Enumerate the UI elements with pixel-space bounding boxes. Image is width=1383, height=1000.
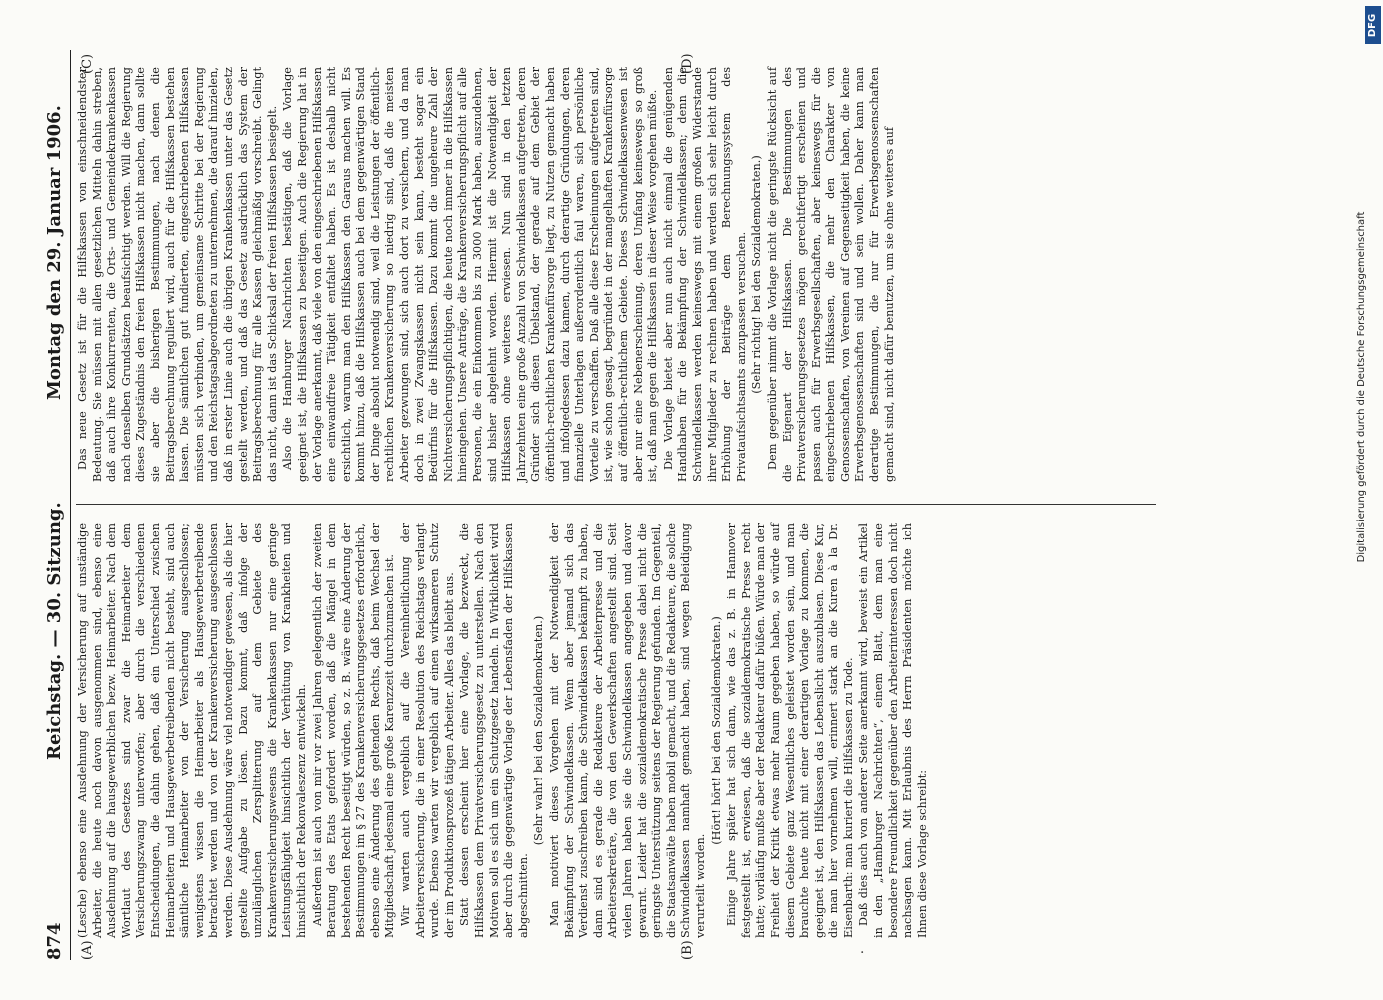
paragraph: (Sehr wahr! bei den Sozialdemokraten.) bbox=[532, 615, 546, 846]
margin-mark-d: (D) bbox=[680, 53, 695, 74]
paragraph: Das neue Gesetz ist für die Hilfskassen von einschneidendster Bedeutung. Sie müssen mit allen gesetzlichen Mitteln dahin streben, daß auch ihre Konkurrenten, die Orts- und Gemeindekrankenkassen nach denselben Grundsätzen beaufsichtigt werden. Will die Regierung dieses Zugeständnis den freien Hilfskassen nicht machen, dann sollte sie aber die bisherigen Bestimmungen, nach denen die Beitragsberechnung reguliert wird, auch für die Hilfskassen bestehen lassen. Die sämtlichen gut fundierten, eingeschriebenen Hilfskassen müssten sich verbinden, um gemeinsame Schritte bei der Regierung und den Reichstagsabgeordneten zu unternehmen, die darauf hinzielen, daß in erster Linie auch die übrigen Krankenkassen unter das Gesetz gestellt werden, und daß das Gesetz ausdrücklich das System der Beitragsberechnung für alle Kassen gleichmäßig vorschreibt. Gelingt das nicht, dann ist das Schicksal der freien Hilfskassen besiegelt. bbox=[76, 67, 279, 482]
rotated-newspaper-page bbox=[40, 50, 1330, 960]
paragraph: Dem gegenüber nimmt die Vorlage nicht die geringste Rücksicht auf die Eigenart der Hilfskassen. Die Bestimmungen des Privatversicherungsgesetzes mögen gerechtfertigt erscheinen und passen auch für Erwerbsgesellschaften, aber keineswegs für die eingeschriebenen Hilfskassen, die mehr den Charakter von Genossenschaften, von Vereinen auf Gegenseitigkeit haben, die keine Erwerbsgenossenschaften sind und sein wollen. Daher kann man derartige Bestimmungen, die nur für Erwerbsgenossenschaften gemacht sind, nicht dafür benutzen, um sie ohne weiteres auf bbox=[765, 67, 896, 482]
dfg-logo-text: DFG bbox=[1367, 13, 1379, 37]
paragraph: (Sehr richtig! bei den Sozialdemokraten.) bbox=[750, 155, 764, 394]
paragraph: (Hört! hört! bei den Sozialdemokraten.) bbox=[709, 616, 723, 845]
page-number: 874 bbox=[44, 922, 65, 960]
paragraph: Die Vorlage bietet aber nun auch nicht einmal die genügenden Handhaben für die Bekämpfung der Schwindelkassen; denn die Schwindelkassen werden keineswegs mit einem großen Widerstande ihrer Mitglieder zu rechnen haben und werden sich sehr leicht durch Erhöhung der Beiträge dem Berechnungssystem des Privataufsichtsamts anzupassen versuchen. bbox=[661, 67, 748, 482]
paragraph: Wir warten auch vergeblich auf die Vereinheitlichung der Arbeiterversicherung, die in einer Resolution des Reichstags verlangt wurde. Ebenso warten wir vergeblich auf einen wirksameren Schutz der im Produktionsprozeß tätigen Arbeiter. Alles das bleibt aus. bbox=[399, 523, 456, 938]
margin-mark-b: (B) bbox=[680, 940, 695, 960]
digitization-strip bbox=[1356, 0, 1383, 1000]
right-text-column bbox=[76, 67, 898, 482]
margin-mark-a: (A) bbox=[80, 940, 95, 960]
header-left-title: Reichstag. — 30. Sitzung. bbox=[44, 502, 65, 760]
dfg-logo bbox=[1365, 6, 1381, 44]
paragraph: Man motiviert dieses Vorgehen mit der Notwendigkeit der Bekämpfung der Schwindelkassen. Wenn aber jemand sich das Verdienst zuschreiben kann, die Schwindelkassen bekämpft zu haben, dann sind es gerade die Redakteure der Arbeiterpresse und die Arbeitersekretäre, die von den Gewerkschaften angestellt sind. Seit vielen Jahren haben sie die Schwindelkassen angegeben und davor gewarnt. Leider hat die sozialdemokratische Presse dabei nicht die geringste Unterstützung seitens der Regierung gefunden. Im Gegenteil, die Staatsanwälte haben mobil gemacht, und die Redakteure, die solche Schwindelkassen namhaft gemacht haben, sind wegen Beleidigung verurteilt worden. bbox=[548, 523, 707, 938]
left-text-column bbox=[76, 523, 931, 938]
digitization-note: Digitalisierung gefördert durch die Deutsche Forschungsgemeinschaft bbox=[1356, 211, 1367, 563]
scan-speck: · bbox=[860, 945, 865, 961]
paragraph: Daß dies auch von anderer Seite anerkannt wird, beweist ein Artikel in den „Hamburger Nachrichten“, einem Blatt, dem man eine besondere Freundlichkeit gegenüber den Arbeiterinteressen doch nicht nachsagen kann. Mit Erlaubnis des Herrn Präsidenten möchte ich Ihnen diese Vorlage schreibt: bbox=[857, 523, 929, 938]
column-divider bbox=[76, 504, 1156, 505]
paragraph: (Lesche) ebenso eine Ausdehnung der Versicherung auf unständige Arbeiter, die heute noch davon ausgenommen sind, ebenso eine Ausdehnung auf die hausgewerblichen bezw. Heimarbeiter. Nach dem Wortlaut des Gesetzes sind zwar die Heimarbeiter dem Versicherungszwang unterworfen; aber durch die verschiedenen Entscheidungen, die dahin gehen, daß ein Unterschied zwischen Heimarbeitern und Hausgewerbetreibenden nicht besteht, sind auch sämtliche Heimarbeiter von der Versicherung ausgeschlossen; wenigstens wissen die Heimarbeiter als Hausgewerbetreibende betrachtet werden und von der Krankenversicherung ausgeschlossen werden. Diese Ausdehnung wäre viel notwendiger gewesen, als die hier gestellte Aufgabe zu lösen. Dazu kommt, daß infolge der unzulänglichen Zersplitterung auf dem Gebiete des Krankenversicherungswesens die Krankenkassen nur eine geringe Leistungsfähigkeit hinsichtlich der Verhütung von Krankheiten und hinsichtlich der Rekonvaleszenz entwickeln. bbox=[76, 523, 308, 938]
paragraph: Außerdem ist auch von mir vor zwei Jahren gelegentlich der zweiten Beratung des Etats gefordert worden, daß die Mängel in dem bestehenden Recht beseitigt würden, so z. B. wäre eine Änderung der Bestimmungen im § 27 des Krankenversicherungsgesetzes erforderlich, ebenso eine Änderung des geltenden Rechts, daß beim Wechsel der Mitgliedschaft jedesmal eine große Karenzzeit durchzumachen ist. bbox=[310, 523, 397, 938]
paragraph: Einige Jahre später hat sich dann, wie das z. B. in Hannover festgestellt ist, erwiesen, daß die sozialdemokratische Presse recht hatte; vorläufig mußte aber der Redakteur dafür büßen. Würde man der Freiheit der Kritik etwas mehr Raum gegeben haben, so würde auf diesem Gebiete ganz Wesentliches geleistet worden sein, und man brauchte heute nicht mit einer derartigen Vorlage zu kommen, die geeignet ist, den Hilfskassen das Lebenslicht auszublasen. Diese Kur, die man hier vornehmen will, erinnert stark an die Kuren à la Dr. Eisenbarth: man kuriert die Hilfskassen zu Tode. bbox=[725, 523, 855, 938]
margin-mark-c: (C) bbox=[80, 53, 95, 74]
page-header bbox=[40, 50, 71, 960]
paragraph: Statt dessen erscheint hier eine Vorlage, die bezweckt, die Hilfskassen dem Privatversicherungsgesetz zu unterstellen. Nach den Motiven soll es sich um ein Schutzgesetz handeln. In Wirklichkeit wird aber durch die gegenwärtige Vorlage der Lebensfaden der Hilfskassen abgeschnitten. bbox=[458, 523, 530, 938]
paragraph: Also die Hamburger Nachrichten bestätigen, daß die Vorlage geeignet ist, die Hilfskassen zu beseitigen. Auch die Regierung hat in der Vorlage anerkannt, daß viele von den eingeschriebenen Hilfskassen eine einwandfreie Tätigkeit entfaltet haben. Es ist deshalb nicht ersichtlich, warum man den Hilfskassen den Garaus machen will. Es kommt hinzu, daß die Hilfskassen auch bei dem gegenwärtigen Stand der Dinge absolut notwendig sind, weil die Leistungen der öffentlich-rechtlichen Krankenversicherung so niedrig sind, daß die meisten Arbeiter gezwungen sind, sich auch dort zu versichern, und da man doch in zwei Zwangskassen nicht sein kann, besteht sogar ein Bedürfnis für die Hilfskassen. Dazu kommt die ungeheure Zahl der Nichtversicherungspflichtigen, die heute noch immer in die Hilfskassen hineingehen. Unsere Anträge, die Krankenversicherungspflicht auf alle Personen, die ein Einkommen bis zu 3000 Mark haben, auszudehnen, sind bisher abgelehnt worden. Hiermit ist die Notwendigkeit der Hilfskassen ohne weiteres erwiesen. Nun sind in den letzten Jahrzehnten eine große Anzahl von Schwindelkassen aufgetreten, deren Gründer sich diesen Übelstand, der gerade auf dem Gebiet der öffentlich-rechtlichen Krankenfürsorge liegt, zu Nutzen gemacht haben und infolgedessen dazu kamen, durch derartige Gründungen, deren finanzielle Unterlagen außerordentlich faul waren, sich persönliche Vorteile zu verschaffen. Daß alle diese Erscheinungen aufgetreten sind, ist, wie schon gesagt, begründet in der mangelhaften Krankenfürsorge auf öffentlich-rechtlichem Gebiete. Dieses Schwindelkassenwesen ist aber nur eine Nebenerscheinung, deren Umfang keineswegs so groß ist, daß man gegen die Hilfskassen in dieser Weise vorgehen müßte. bbox=[281, 67, 660, 482]
header-right-title: Montag den 29. Januar 1906. bbox=[44, 105, 65, 400]
